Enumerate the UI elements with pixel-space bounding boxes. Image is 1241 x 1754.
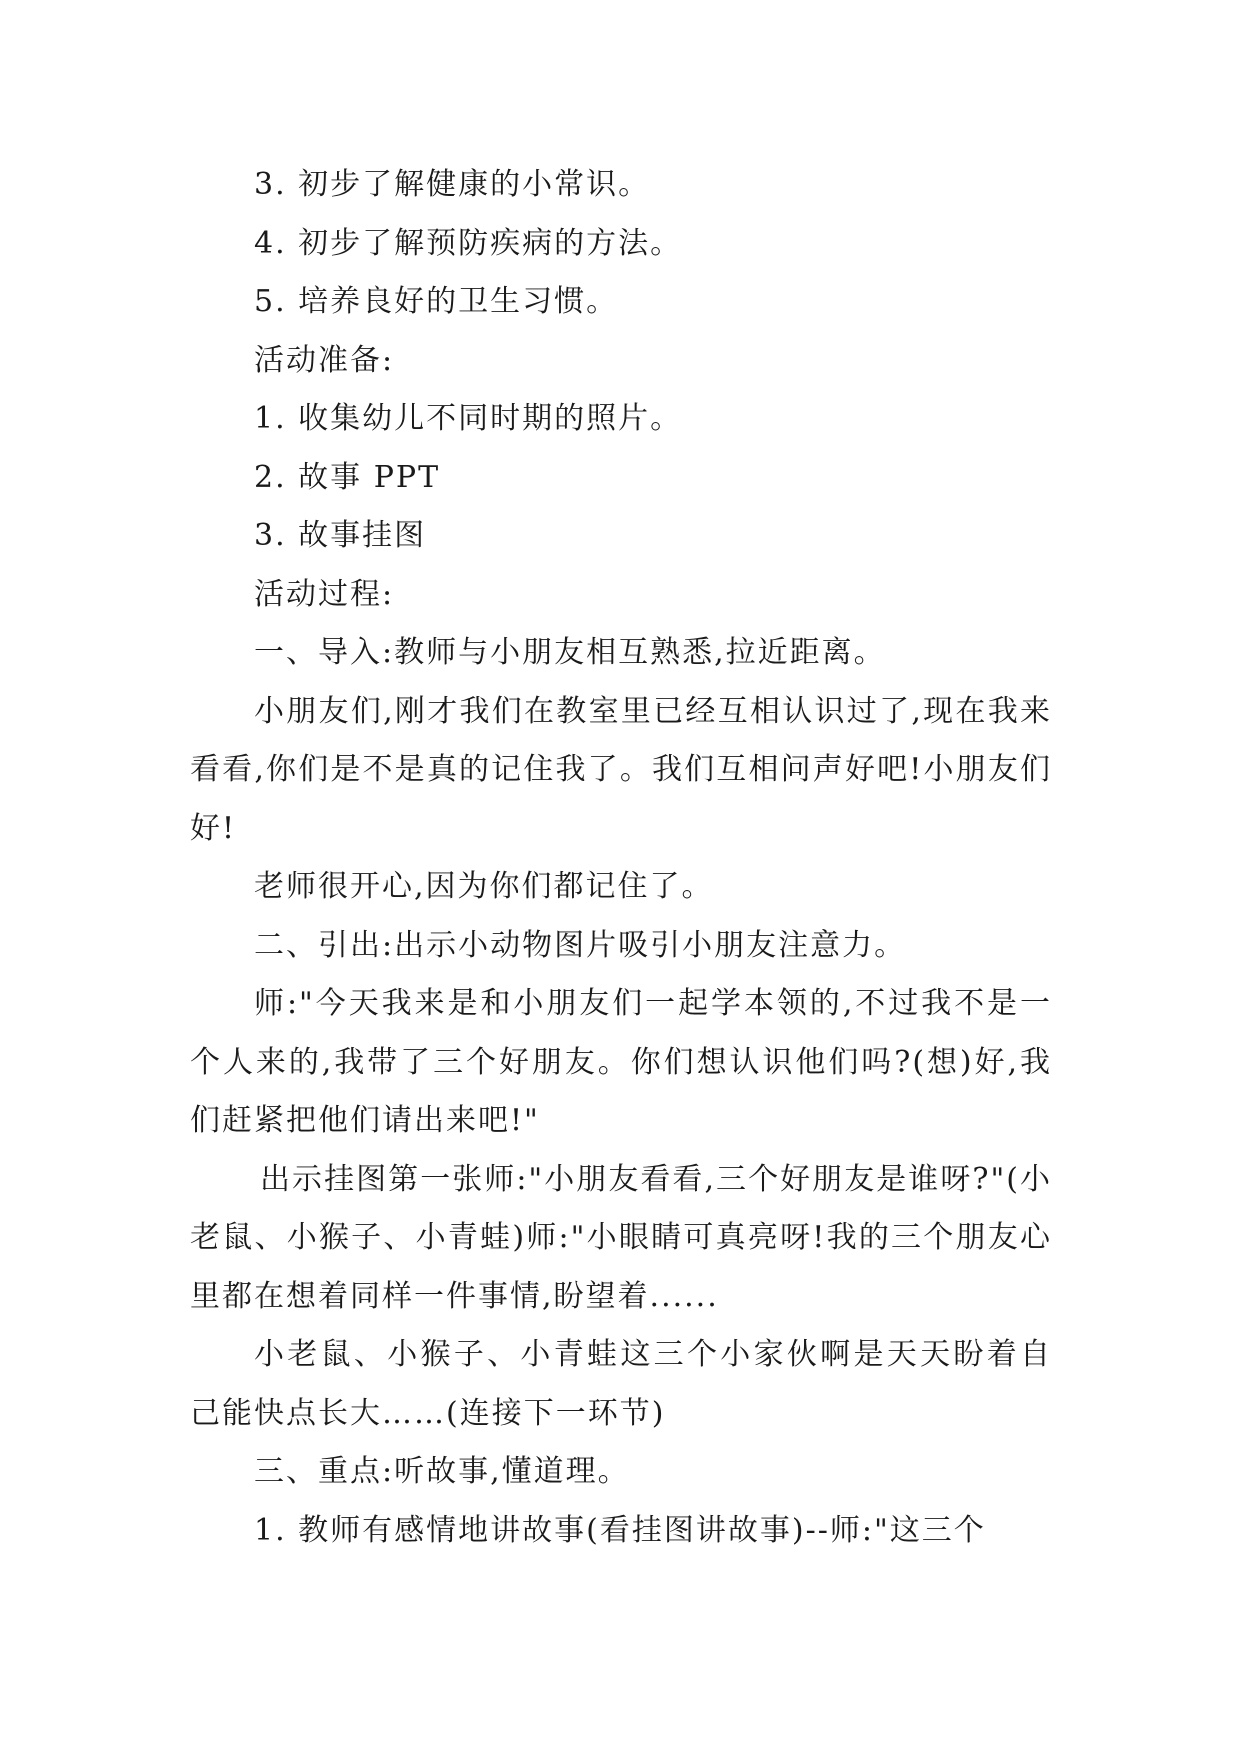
paragraph-objective-3: 3. 初步了解健康的小常识。 bbox=[254, 167, 651, 202]
paragraph-objective-4: 4. 初步了解预防疾病的方法。 bbox=[254, 225, 683, 261]
paragraph-tell-story: 1. 教师有感情地讲故事(看挂图讲故事)--师:"这三个 bbox=[254, 1512, 986, 1548]
heading-activity-process: 活动过程: bbox=[254, 576, 395, 612]
paragraph-objective-5: 5. 培养良好的卫生习惯。 bbox=[254, 284, 619, 319]
paragraph-teacher-friends: 师:"今天我来是和小朋友们一起学本领的,不过我不是一个人来的,我带了三个好朋友。你们想认识他们吗?(想)好,我们赶紧把他们请出来吧!" bbox=[190, 986, 1052, 1138]
document-body bbox=[190, 156, 1052, 1560]
paragraph-preparation-3: 3. 故事挂图 bbox=[254, 518, 427, 553]
paragraph-show-picture: 出示挂图第一张师:"小朋友看看,三个好朋友是谁呀?"(小老鼠、小猴子、小青蛙)师:"小眼睛可真亮呀!我的三个朋友心里都在想着同样一件事情,盼望着...... bbox=[190, 1161, 1052, 1314]
paragraph-preparation-1: 1. 收集幼儿不同时期的照片。 bbox=[254, 401, 683, 436]
paragraph-step-focus: 三、重点:听故事,懂道理。 bbox=[254, 1454, 630, 1489]
paragraph-step-intro: 一、导入:教师与小朋友相互熟悉,拉近距离。 bbox=[254, 635, 886, 670]
heading-activity-preparation: 活动准备: bbox=[254, 342, 395, 378]
paragraph-teacher-happy: 老师很开心,因为你们都记住了。 bbox=[254, 869, 714, 904]
paragraph-step-lead: 二、引出:出示小动物图片吸引小朋友注意力。 bbox=[254, 927, 907, 963]
paragraph-animals-grow: 小老鼠、小猴子、小青蛙这三个小家伙啊是天天盼着自己能快点长大……(连接下一环节) bbox=[190, 1337, 1052, 1431]
paragraph-preparation-2: 2. 故事 PPT bbox=[254, 459, 441, 495]
paragraph-greeting: 小朋友们,刚才我们在教室里已经互相认识过了,现在我来看看,你们是不是真的记住我了。我们互相问声好吧!小朋友们好! bbox=[190, 693, 1052, 846]
